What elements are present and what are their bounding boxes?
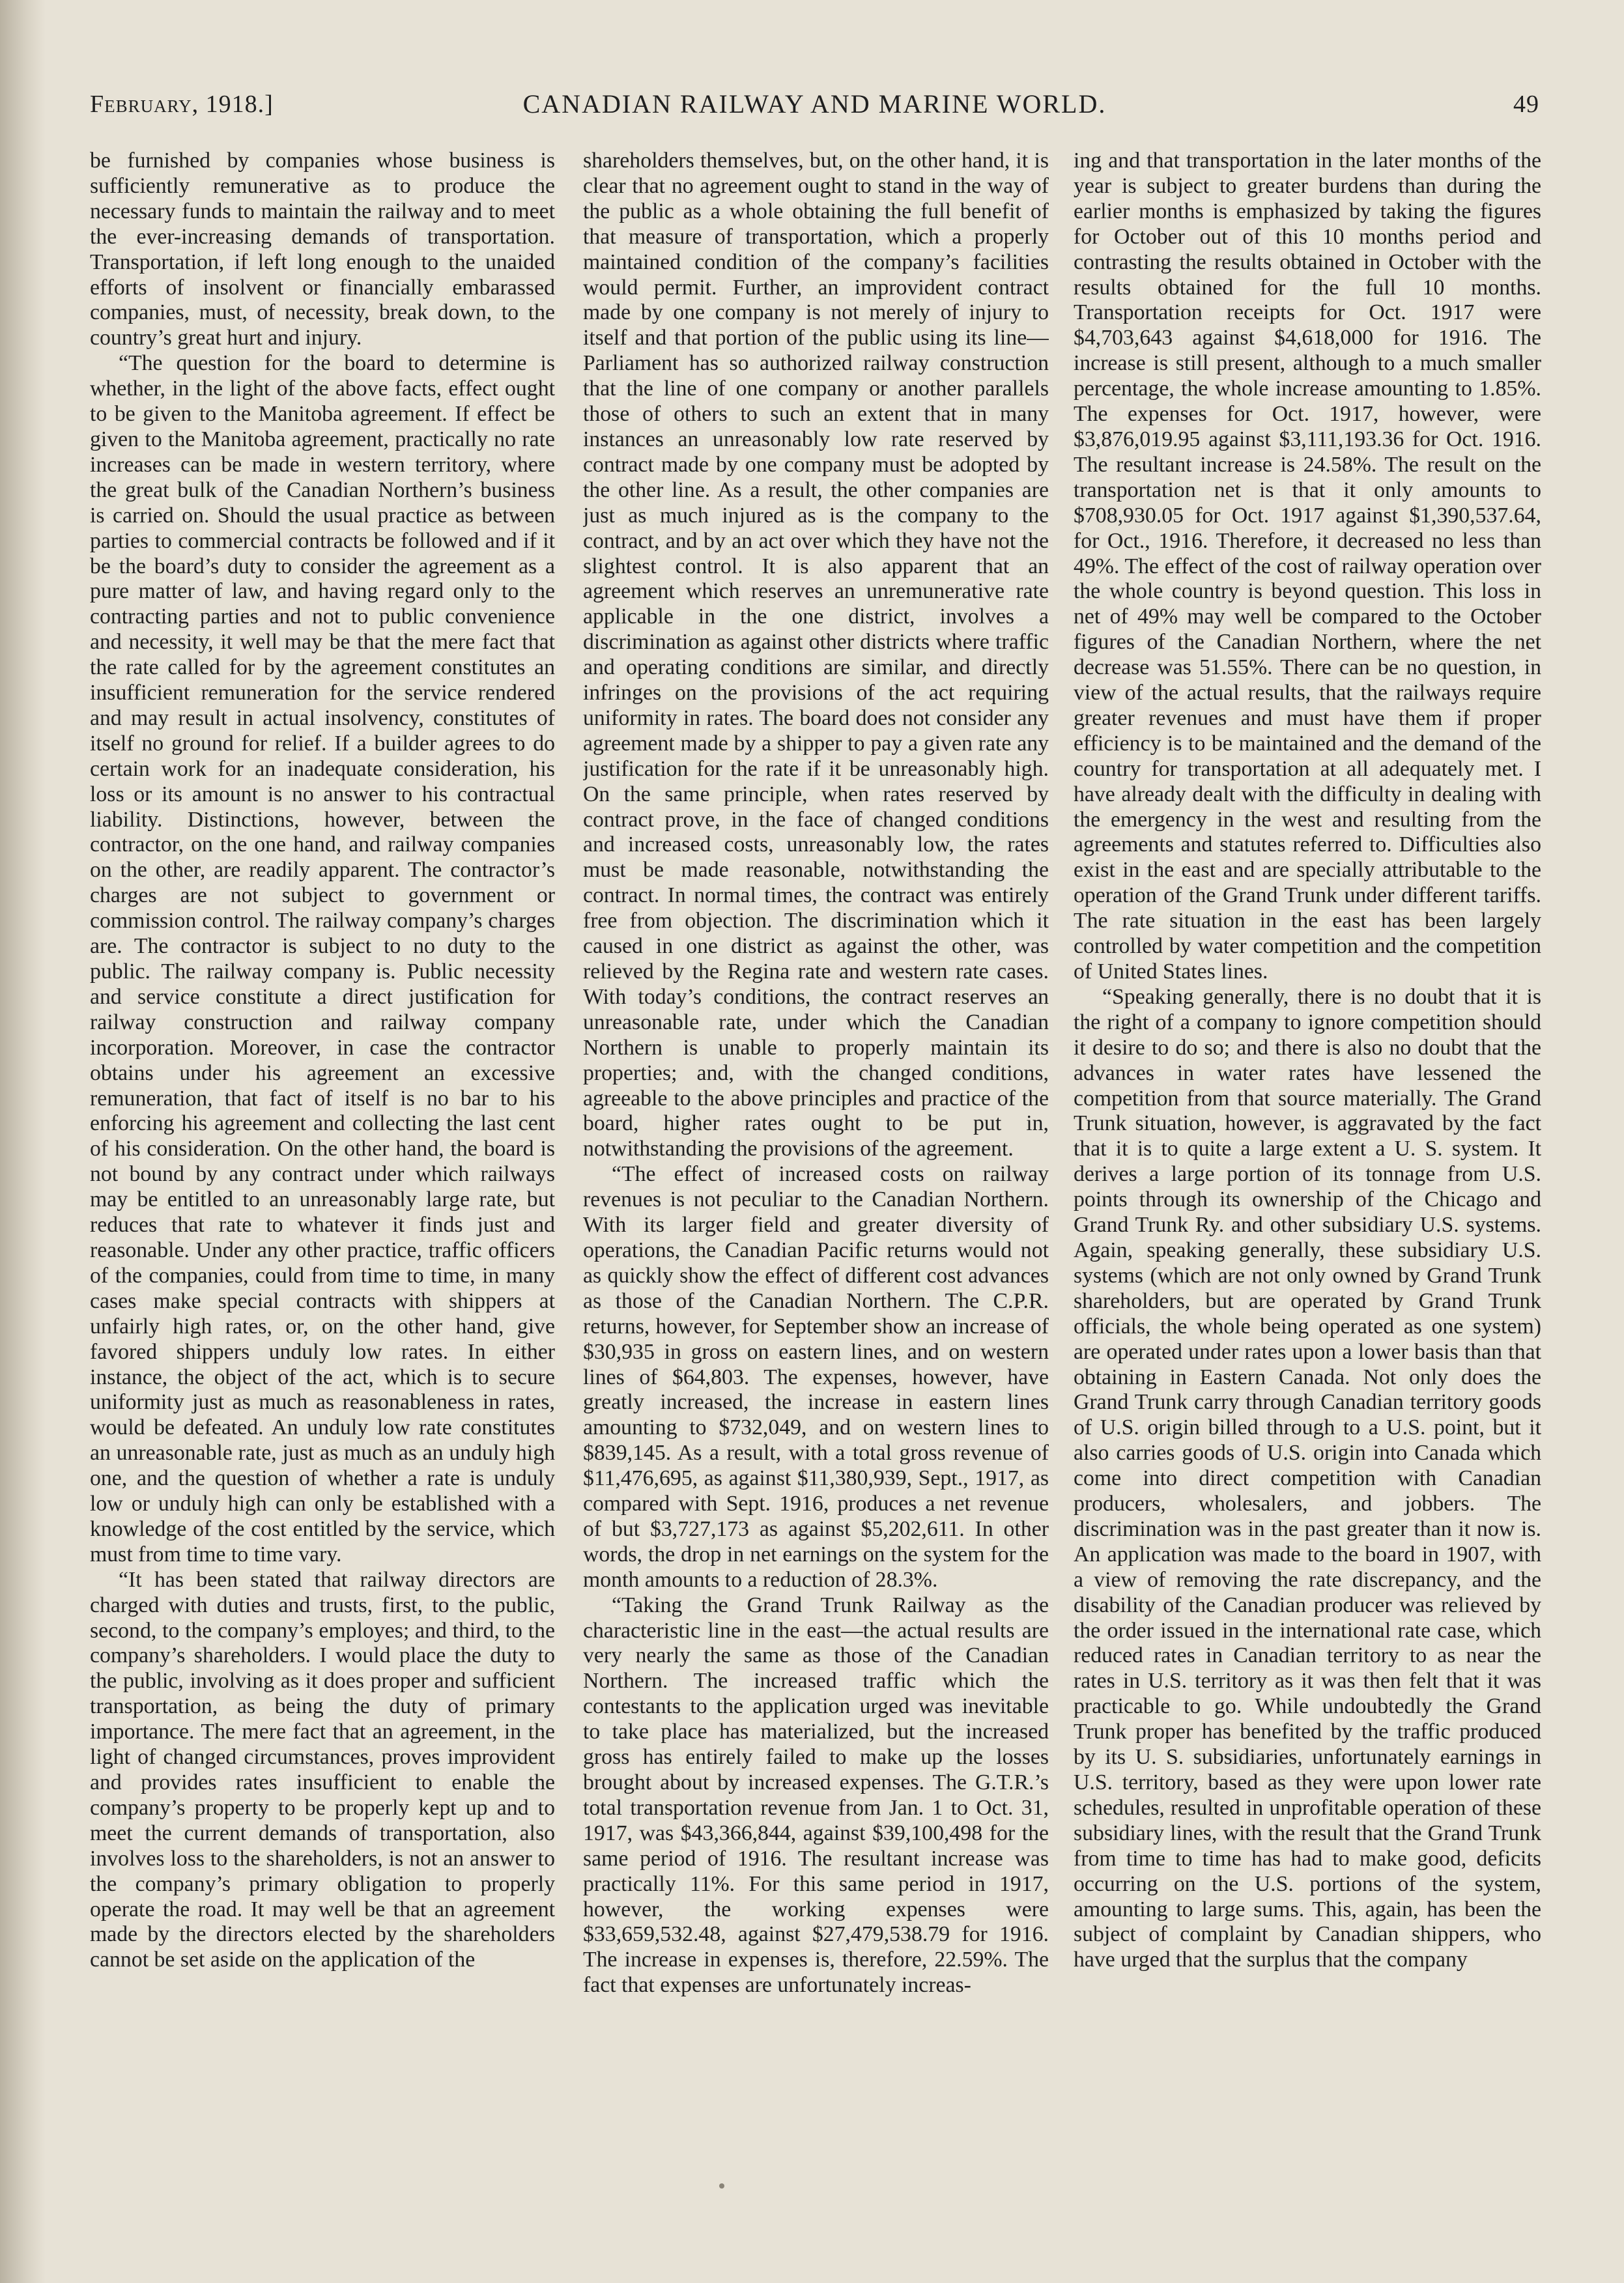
page-spine-shadow	[0, 0, 46, 2283]
paragraph: “Speaking generally, there is no doubt that it is the right of a company to ignore competition should it desire to do so; and there is also no doubt that the advances in water rates have lessened the competition from that source materially. The Grand Trunk situation, however, is aggravated by the fact that it is to quite a large extent a U. S. system. It derives a large portion of its tonnage from U.S. points through its ownership of the Chicago and Grand Trunk Ry. and other subsidiary U.S. systems. Again, speaking generally, these subsidiary U.S. systems (which are not only owned by Grand Trunk shareholders, but are operated by Grand Trunk officials, the whole being operated as one system) are operated under rates upon a lower basis than that obtaining in Eastern Canada. Not only does the Grand Trunk carry through Canadian territory goods of U.S. origin billed through to a U.S. point, but it also carries goods of U.S. origin into Canada which come into direct competition with Canadian producers, wholesalers, and jobbers. The discrimination was in the past greater than it now is. An application was made to the board in 1907, with a view of removing the rate discrepancy, and the disability of the Canadian producer was relieved by the order issued in the international rate case, which reduced rates in Canadian territory to as near the rates in U.S. territory as it was then felt that it was practicable to go. While undoubtedly the Grand Trunk proper has benefited by the traffic produced by its U. S. subsidiaries, unfortunately earnings in U.S. territory, based as they were upon lower rate schedules, resulted in unprofitable operation of these subsidiary lines, with the result that the Grand Trunk from time to time has had to make good, deficits occurring on the U.S. portions of the system, amounting to large sums. This, again, has been the subject of complaint by Canadian shippers, who have urged that the surplus that the company	[1074, 984, 1541, 1972]
running-header	[90, 86, 1539, 125]
paragraph: ing and that transportation in the later months of the year is subject to greater burdens than during the earlier months is emphasized by taking the figures for October out of this 10 months period and contrasting the results obtained in October with the results obtained for the full 10 months. Transportation receipts for Oct. 1917 were $4,703,643 against $4,618,000 for 1916. The increase is still present, although to a much smaller percentage, the whole increase amounting to 1.85%. The expenses for Oct. 1917, however, were $3,876,019.95 against $3,111,193.36 for Oct. 1916. The resultant increase is 24.58%. The result on the transportation net is that it only amounts to $708,930.05 for Oct. 1917 against $1,390,537.64, for Oct., 1916. Therefore, it decreased no less than 49%. The effect of the cost of railway operation over the whole country is beyond question. This loss in net of 49% may well be compared to the October figures of the Canadian Northern, where the net decrease was 51.55%. There can be no question, in view of the actual results, that the railways require greater revenues and must have them if proper efficiency is to be maintained and the demand of the country for transportation at all adequately met. I have already dealt with the difficulty in dealing with the emergency in the west and resulting from the agreements and statutes referred to. Difficulties also exist in the east and are specially attributable to the operation of the Grand Trunk under different tariffs. The rate situation in the east has been largely controlled by water competition and the competition of United States lines.	[1074, 149, 1541, 984]
text-column-2	[583, 149, 1049, 2217]
page-number: 49	[1513, 91, 1539, 118]
header-title: CANADIAN RAILWAY AND MARINE WORLD.	[522, 89, 1107, 119]
text-column-1	[90, 149, 555, 2217]
paragraph: be furnished by companies whose business is sufficiently remunerative as to produce the necessary funds to maintain the railway and to meet the ever-increasing demands of transportation. Transportation, if left long enough to the unaided efforts of insolvent or financially embarassed companies, must, of necessity, break down, to the country’s great hurt and injury.	[90, 149, 555, 350]
text-column-3	[1074, 149, 1541, 2217]
paragraph: “Taking the Grand Trunk Railway as the characteristic line in the east—the actual results are very nearly the same as those of the Canadian Northern. The increased traffic which the contestants to the application urged was inevitable to take place has materialized, but the increased gross has entirely failed to make up the losses brought about by increased expenses. The G.T.R.’s total transportation revenue from Jan. 1 to Oct. 31, 1917, was $43,366,844, against $39,100,498 for the same period of 1916. The resultant increase was practically 11%. For this same period in 1917, however, the working expenses were $33,659,532.48, against $27,479,538.79 for 1916. The increase in expenses is, therefore, 22.59%. The fact that expenses are unfortunately increas-	[583, 1593, 1049, 1998]
header-date: February, 1918.]	[90, 91, 274, 118]
paragraph: “The question for the board to determine is whether, in the light of the above facts, effect ought to be given to the Manitoba agreement. If effect be given to the Manitoba agreement, practically no rate increases can be made in western territory, where the great bulk of the Canadian Northern’s business is carried on. Should the usual practice as between parties to commercial contracts be followed and if it be the board’s duty to consider the agreement as a pure matter of law, and having regard only to the contracting parties and not to public convenience and necessity, it well may be that the mere fact that the rate called for by the agreement constitutes an insufficient remuneration for the service rendered and may result in actual insolvency, constitutes of itself no ground for relief. If a builder agrees to do certain work for an inadequate consideration, his loss or its amount is no answer to his contractual liability. Distinctions, however, between the contractor, on the one hand, and railway companies on the other, are readily apparent. The contractor’s charges are not subject to government or commission control. The railway company’s charges are. The contractor is subject to no duty to the public. The railway company is. Public necessity and service constitute a direct justification for railway construction and railway company incorporation. Moreover, in case the contractor obtains under his agreement an excessive remuneration, that fact of itself is no bar to his enforcing his agreement and collecting the last cent of his consideration. On the other hand, the board is not bound by any contract under which railways may be entitled to an unreasonably large rate, but reduces that rate to whatever it finds just and reasonable. Under any other practice, traffic officers of the companies, could from time to time, in many cases make special contracts with shippers at unfairly high rates, or, on the other hand, give favored shippers unduly low rates. In either instance, the object of the act, which is to secure uniformity just as much as reasonableness in rates, would be defeated. An unduly low rate constitutes an unreasonable rate, just as much as an unduly high one, and the question of whether a rate is unduly low or unduly high can only be established with a knowledge of the cost entitled by the service, which must from time to time vary.	[90, 351, 555, 1567]
print-speck	[719, 2183, 724, 2189]
paragraph: “The effect of increased costs on railway revenues is not peculiar to the Canadian Northern. With its larger field and greater diversity of operations, the Canadian Pacific returns would not as quickly show the effect of different cost advances as those of the Canadian Northern. The C.P.R. returns, however, for September show an increase of $30,935 in gross on eastern lines, and on western lines of $64,803. The expenses, however, have greatly increased, the increase in eastern lines amounting to $732,049, and on western lines to $839,145. As a result, with a total gross revenue of $11,476,695, as against $11,380,939, Sept., 1917, as compared with Sept. 1916, produces a net revenue of but $3,727,173 as against $5,202,611. In other words, the drop in net earnings on the system for the month amounts to a reduction of 28.3%.	[583, 1162, 1049, 1592]
paragraph: “It has been stated that railway directors are charged with duties and trusts, first, to the public, second, to the company’s employes; and third, to the company’s shareholders. I would place the duty to the public, involving as it does proper and sufficient transportation, as being the duty of primary importance. The mere fact that an agreement, in the light of changed circumstances, proves improvident and provides rates insufficient to enable the company’s property to be properly kept up and to meet the current demands of transportation, also involves loss to the shareholders, is not an answer to the company’s primary obligation to properly operate the road. It may well be that an agreement made by the directors elected by the shareholders cannot be set aside on the application of the	[90, 1567, 555, 1972]
paragraph: shareholders themselves, but, on the other hand, it is clear that no agreement ought to stand in the way of the public as a whole obtaining the full benefit of that measure of transportation, which a properly maintained condition of the company’s facilities would permit. Further, an improvident contract made by one company is not merely of injury to itself and that portion of the public using its line—Parliament has so authorized railway construction that the line of one company or another parallels those of others to such an extent that in many instances an unreasonably low rate reserved by contract made by one company must be adopted by the other line. As a result, the other companies are just as much injured as is the company to the contract, and by an act over which they have not the slightest control. It is also apparent that an agreement which reserves an unremunerative rate applicable in the one district, involves a discrimination as against other districts where traffic and operating conditions are similar, and directly infringes on the provisions of the act requiring uniformity in rates. The board does not consider any agreement made by a shipper to pay a given rate any justification for the rate if it be unreasonably high. On the same principle, when rates reserved by contract prove, in the face of changed conditions and increased costs, unreasonably low, the rates must be made reasonable, notwithstanding the contract. In normal times, the contract was entirely free from objection. The discrimination which it caused in one district as against the other, was relieved by the Regina rate and western rate cases. With today’s conditions, the contract reserves an unreasonable rate, under which the Canadian Northern is unable to properly maintain its properties; and, with the changed conditions, agreeable to the above principles and practice of the board, higher rates ought to be put in, notwithstanding the provisions of the agreement.	[583, 149, 1049, 1161]
